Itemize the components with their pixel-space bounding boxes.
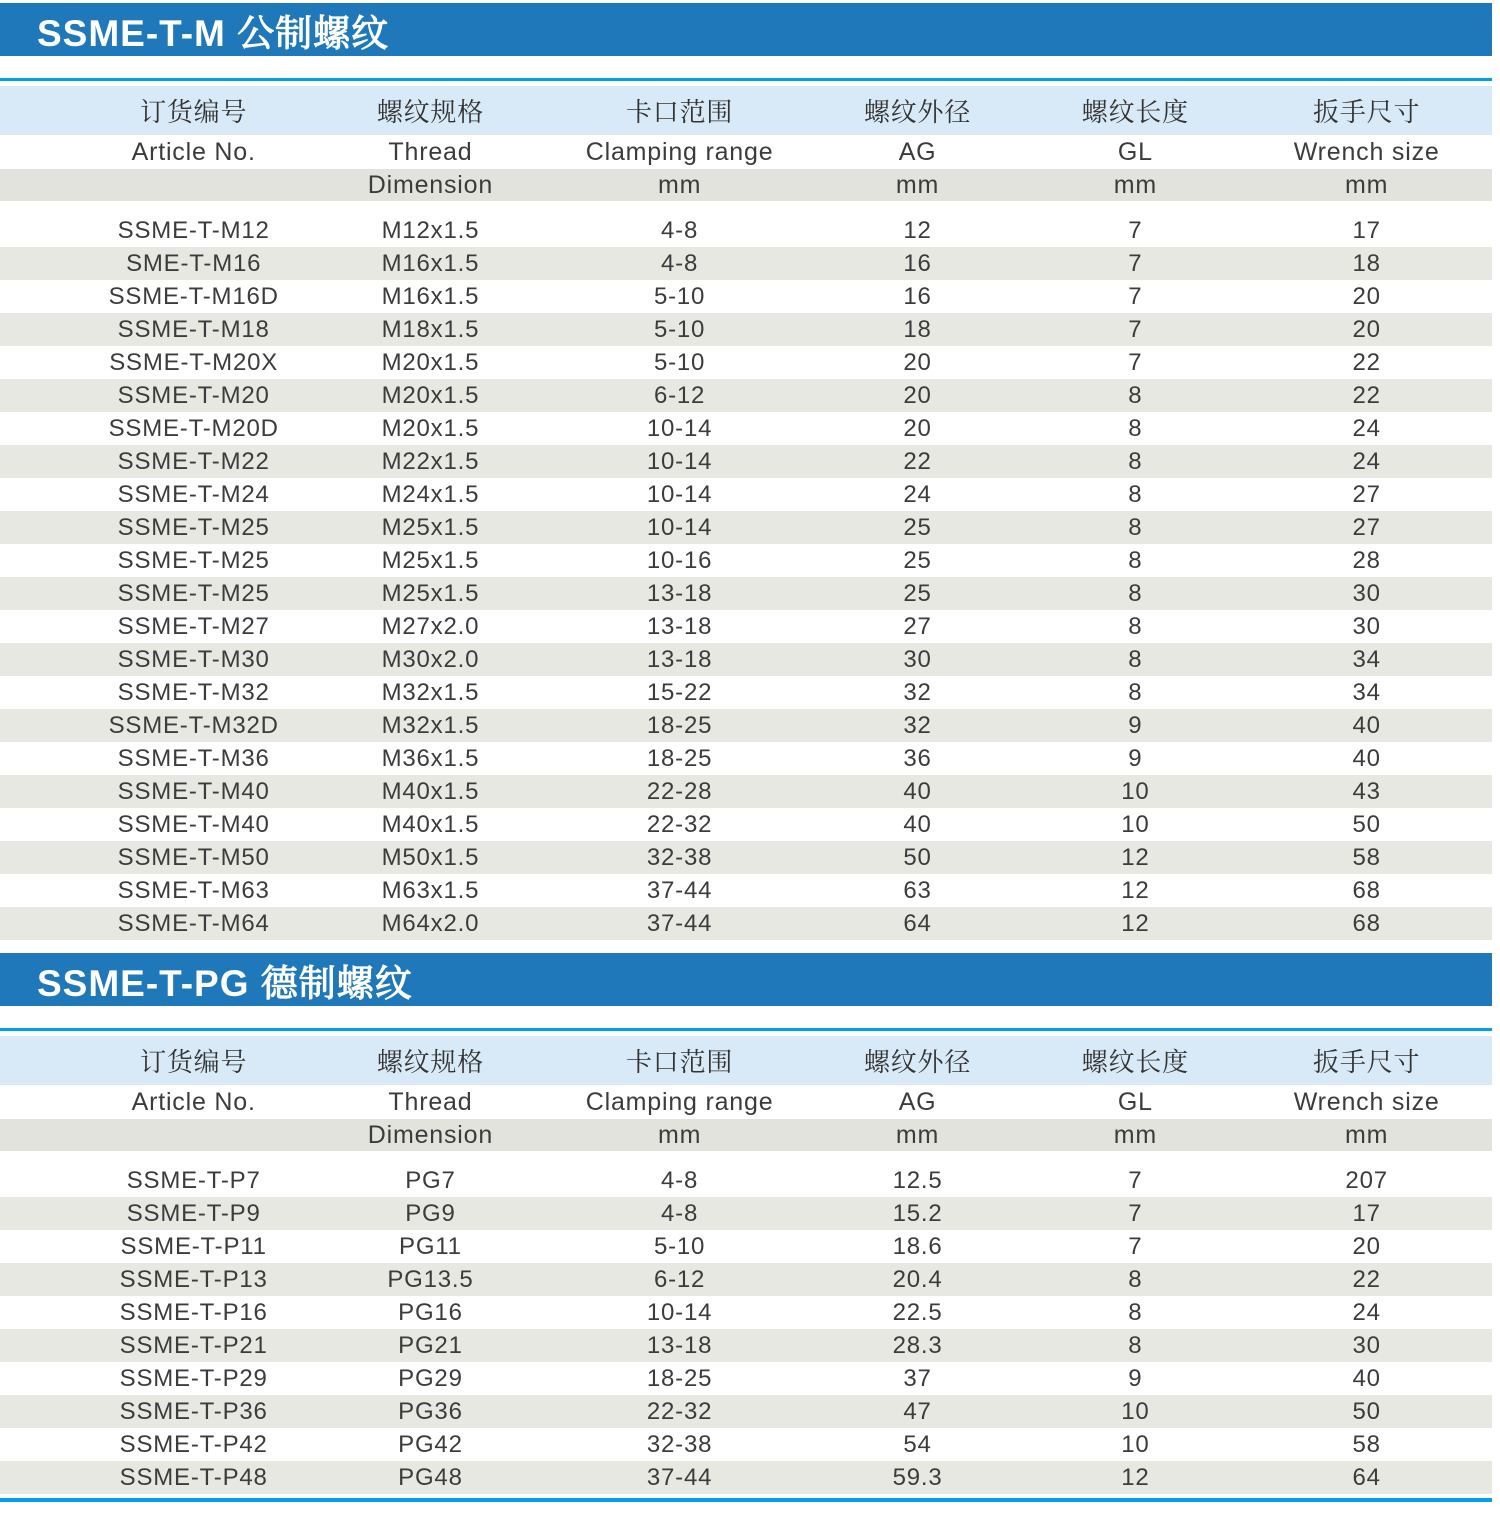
table-cell: SSME-T-M30 [117, 645, 270, 673]
column-header-en: AG [898, 1087, 937, 1116]
unit-cell: mm [657, 1120, 702, 1149]
table-cell: SSME-T-M40 [117, 777, 270, 805]
table-cell: PG13.5 [387, 1265, 474, 1293]
header-row-en [0, 135, 1492, 169]
table-cell: 8 [1128, 1298, 1143, 1326]
table-cell: PG9 [405, 1199, 456, 1227]
table-cell: 20 [903, 414, 932, 442]
table-cell: SSME-T-M40 [117, 810, 270, 838]
table-cell: 6-12 [653, 1265, 706, 1293]
table-cell: PG36 [398, 1397, 463, 1425]
column-header-en: Wrench size [1293, 137, 1440, 166]
table-cell: 32 [903, 678, 932, 706]
table-cell: 22.5 [892, 1298, 943, 1326]
spacer-cell [1241, 1151, 1492, 1164]
unit-cell: Dimension [367, 170, 494, 199]
column-header-zh: 卡口范围 [625, 1047, 734, 1077]
table-cell: 34 [1352, 678, 1381, 706]
column-header-en: Thread [388, 137, 473, 166]
table-cell: 10 [1121, 1430, 1150, 1458]
table-cell: 8 [1128, 381, 1143, 409]
table-cell: 207 [1345, 1166, 1388, 1194]
table-cell: 20 [1352, 1232, 1381, 1260]
table-cell: PG42 [398, 1430, 463, 1458]
table-cell: M22x1.5 [381, 447, 480, 475]
table-cell: SSME-T-P42 [119, 1430, 268, 1458]
table-cell: 18 [1352, 249, 1381, 277]
table-row [0, 742, 1492, 775]
column-header-zh: 订货编号 [140, 1047, 248, 1077]
table-cell: 4-8 [661, 216, 699, 244]
table-cell: 4-8 [661, 1199, 699, 1227]
table-cell: PG29 [398, 1364, 463, 1392]
table-row [0, 214, 1492, 247]
spacer-cell [806, 1151, 1030, 1164]
table-cell: PG7 [405, 1166, 456, 1194]
table-cell: M25x1.5 [381, 513, 480, 541]
table-cell: 4-8 [661, 1166, 699, 1194]
column-header-zh: 扳手尺寸 [1313, 1047, 1421, 1077]
table-cell: M32x1.5 [381, 678, 480, 706]
table-cell: SSME-T-P21 [119, 1331, 268, 1359]
column-header-zh: 螺纹长度 [1081, 1047, 1189, 1077]
table-cell: 50 [1352, 1397, 1381, 1425]
table-cell: 20 [1352, 282, 1381, 310]
table-cell: 8 [1128, 546, 1143, 574]
table-row [0, 313, 1492, 346]
column-header-zh: 螺纹外径 [863, 97, 972, 127]
section-metric-thread [0, 3, 1492, 940]
column-header-en: Thread [388, 1087, 473, 1116]
table-cell: 68 [1352, 876, 1381, 904]
table-cell: 32 [903, 711, 932, 739]
table-cell: 5-10 [653, 1232, 706, 1260]
table-cell: SSME-T-M20X [109, 348, 279, 376]
table-cell: 10 [1121, 1397, 1150, 1425]
table-cell: 10-14 [646, 414, 713, 442]
table-cell: 10-14 [646, 1298, 713, 1326]
column-header-en: GL [1117, 137, 1153, 166]
table-cell: 13-18 [646, 645, 713, 673]
spec-table-metric-body [0, 86, 1492, 940]
table-row [0, 1296, 1492, 1329]
table-cell: SSME-T-M64 [117, 909, 270, 937]
table-cell: SSME-T-M32D [108, 711, 279, 739]
table-cell: M12x1.5 [381, 216, 480, 244]
table-row [0, 412, 1492, 445]
table-row [0, 1428, 1492, 1461]
spacer-cell [307, 201, 553, 214]
table-cell: 22-28 [646, 777, 713, 805]
table-cell: 7 [1128, 249, 1143, 277]
column-header-zh: 螺纹外径 [863, 1047, 972, 1077]
table-cell: SSME-T-M12 [117, 216, 270, 244]
table-cell: SSME-T-M50 [117, 843, 270, 871]
table-cell: 58 [1352, 843, 1381, 871]
table-row [0, 1164, 1492, 1197]
table-cell: 30 [1352, 1331, 1381, 1359]
spacer-cell [806, 201, 1030, 214]
table-cell: SSME-T-P7 [126, 1166, 261, 1194]
table-cell: 10-14 [646, 480, 713, 508]
table-cell: 18.6 [892, 1232, 943, 1260]
table-cell: SSME-T-M20 [117, 381, 270, 409]
table-cell: 10 [1121, 810, 1150, 838]
table-cell: 8 [1128, 513, 1143, 541]
table-cell: 10-14 [646, 513, 713, 541]
table-cell: 22 [1352, 1265, 1381, 1293]
spacer-row [0, 1151, 1492, 1164]
column-header-en: Clamping range [585, 1087, 774, 1116]
table-row [0, 1263, 1492, 1296]
table-cell: M20x1.5 [381, 348, 480, 376]
table-cell: 37-44 [646, 909, 713, 937]
table-cell: 6-12 [653, 381, 706, 409]
table-row [0, 1362, 1492, 1395]
table-row [0, 907, 1492, 940]
table-cell: 37-44 [646, 876, 713, 904]
table-cell: 32-38 [646, 843, 713, 871]
table-cell: SSME-T-P16 [119, 1298, 268, 1326]
table-cell: 17 [1352, 216, 1381, 244]
table-cell: 54 [903, 1430, 932, 1458]
table-cell: SSME-T-P11 [120, 1232, 267, 1260]
table-cell: 64 [1352, 1463, 1381, 1491]
column-header-en: AG [898, 137, 937, 166]
table-cell: M36x1.5 [381, 744, 480, 772]
table-cell: M20x1.5 [381, 381, 480, 409]
table-cell: 27 [1352, 513, 1381, 541]
table-cell: 12 [1121, 843, 1150, 871]
table-cell: SME-T-M16 [126, 249, 262, 277]
table-cell: 64 [903, 909, 932, 937]
table-cell: PG48 [398, 1463, 463, 1491]
table-cell: 24 [1352, 1298, 1381, 1326]
table-row [0, 709, 1492, 742]
spacer-cell [1029, 201, 1241, 214]
table-cell: 12 [903, 216, 932, 244]
table-cell: 32-38 [646, 1430, 713, 1458]
unit-cell: mm [1113, 1120, 1158, 1149]
table-cell: 5-10 [653, 282, 706, 310]
column-header-zh: 订货编号 [140, 97, 248, 127]
table-row [0, 676, 1492, 709]
column-header-en: Wrench size [1293, 1087, 1440, 1116]
table-cell: 37-44 [646, 1463, 713, 1491]
table-cell: SSME-T-M24 [117, 480, 270, 508]
unit-row [0, 1119, 1492, 1151]
section-title-metric: SSME-T-M 公制螺纹 [37, 12, 390, 54]
table-cell: 40 [1352, 711, 1381, 739]
table-cell: 40 [903, 777, 932, 805]
table-row [0, 280, 1492, 313]
table-cell: SSME-T-M36 [117, 744, 270, 772]
table-cell: 12 [1121, 1463, 1150, 1491]
section-title-pg: SSME-T-PG 德制螺纹 [37, 962, 413, 1004]
table-row [0, 346, 1492, 379]
spec-table-metric [0, 86, 1492, 940]
table-cell: M25x1.5 [381, 579, 480, 607]
table-cell: 10-16 [646, 546, 713, 574]
section-title-bar-metric [0, 3, 1492, 56]
unit-cell [0, 169, 307, 201]
spacer-cell [554, 1151, 806, 1164]
table-cell: 4-8 [661, 249, 699, 277]
table-cell: 7 [1128, 1232, 1143, 1260]
table-row [0, 610, 1492, 643]
table-row [0, 643, 1492, 676]
header-row-zh [0, 1036, 1492, 1085]
table-cell: 27 [903, 612, 932, 640]
table-cell: 22 [903, 447, 932, 475]
unit-cell [0, 1119, 307, 1151]
table-cell: SSME-T-M27 [117, 612, 270, 640]
table-cell: M63x1.5 [381, 876, 480, 904]
column-header-en: Article No. [131, 137, 256, 166]
table-cell: 34 [1352, 645, 1381, 673]
unit-cell: mm [895, 1120, 940, 1149]
table-row [0, 874, 1492, 907]
table-cell: 12 [1121, 909, 1150, 937]
table-cell: 13-18 [646, 1331, 713, 1359]
table-cell: SSME-T-M16D [108, 282, 279, 310]
table-cell: 8 [1128, 1331, 1143, 1359]
table-cell: 40 [1352, 744, 1381, 772]
table-cell: 7 [1128, 315, 1143, 343]
table-cell: 25 [903, 513, 932, 541]
table-cell: 12 [1121, 876, 1150, 904]
unit-row [0, 169, 1492, 201]
table-cell: M24x1.5 [381, 480, 480, 508]
table-cell: 20 [903, 381, 932, 409]
table-cell: 28 [1352, 546, 1381, 574]
table-cell: 20.4 [892, 1265, 943, 1293]
table-cell: 24 [903, 480, 932, 508]
table-cell: 17 [1352, 1199, 1381, 1227]
table-cell: 7 [1128, 282, 1143, 310]
table-cell: M18x1.5 [381, 315, 480, 343]
divider-rule-bottom [0, 1498, 1492, 1502]
table-row [0, 379, 1492, 412]
table-cell: 9 [1128, 1364, 1143, 1392]
column-header-zh: 螺纹规格 [376, 1047, 485, 1077]
table-cell: M40x1.5 [381, 810, 480, 838]
table-cell: 7 [1128, 216, 1143, 244]
table-cell: 8 [1128, 447, 1143, 475]
table-cell: 22 [1352, 381, 1381, 409]
table-cell: 9 [1128, 744, 1143, 772]
table-cell: 7 [1128, 348, 1143, 376]
divider-rule-top-pg [0, 1028, 1492, 1031]
unit-cell: mm [895, 170, 940, 199]
table-cell: M40x1.5 [381, 777, 480, 805]
table-cell: 28.3 [892, 1331, 943, 1359]
table-cell: 25 [903, 546, 932, 574]
table-cell: 13-18 [646, 579, 713, 607]
table-cell: 15.2 [892, 1199, 943, 1227]
table-cell: 18-25 [646, 1364, 713, 1392]
table-cell: M30x2.0 [381, 645, 480, 673]
table-cell: 63 [903, 876, 932, 904]
table-cell: SSME-T-M32 [117, 678, 270, 706]
table-cell: PG21 [398, 1331, 463, 1359]
divider-rule-top-metric [0, 78, 1492, 81]
table-cell: PG11 [399, 1232, 462, 1260]
table-row [0, 808, 1492, 841]
table-cell: M27x2.0 [381, 612, 480, 640]
spacer-cell [0, 1151, 307, 1164]
table-cell: 18-25 [646, 711, 713, 739]
column-header-zh: 螺纹规格 [376, 97, 485, 127]
table-cell: 22-32 [646, 1397, 713, 1425]
table-cell: M16x1.5 [381, 249, 480, 277]
table-cell: 25 [903, 579, 932, 607]
table-cell: 8 [1128, 1265, 1143, 1293]
table-row [0, 478, 1492, 511]
table-cell: SSME-T-M25 [117, 579, 270, 607]
table-cell: 8 [1128, 414, 1143, 442]
table-row [0, 544, 1492, 577]
table-cell: PG16 [398, 1298, 463, 1326]
header-row-zh [0, 86, 1492, 135]
table-row [0, 577, 1492, 610]
table-cell: 59.3 [892, 1463, 943, 1491]
table-cell: 30 [1352, 612, 1381, 640]
spacer-cell [1241, 201, 1492, 214]
table-cell: M25x1.5 [381, 546, 480, 574]
spec-table-pg-body [0, 1036, 1492, 1494]
table-row [0, 1395, 1492, 1428]
table-row [0, 841, 1492, 874]
table-row [0, 1197, 1492, 1230]
table-row [0, 445, 1492, 478]
table-cell: M64x2.0 [381, 909, 480, 937]
table-cell: 8 [1128, 579, 1143, 607]
spacer-cell [307, 1151, 553, 1164]
table-cell: 36 [903, 744, 932, 772]
table-row [0, 1461, 1492, 1494]
table-cell: SSME-T-M20D [108, 414, 279, 442]
column-header-zh: 螺纹长度 [1081, 97, 1189, 127]
table-cell: M16x1.5 [381, 282, 480, 310]
table-cell: SSME-T-M22 [117, 447, 270, 475]
table-cell: 5-10 [653, 348, 706, 376]
spacer-cell [554, 201, 806, 214]
section-title-bar-pg [0, 953, 1492, 1006]
table-cell: 37 [903, 1364, 932, 1392]
table-cell: 7 [1128, 1199, 1143, 1227]
table-cell: SSME-T-P29 [119, 1364, 268, 1392]
spacer-row [0, 201, 1492, 214]
table-cell: 7 [1128, 1166, 1143, 1194]
table-cell: 16 [903, 249, 932, 277]
table-cell: 8 [1128, 645, 1143, 673]
table-row [0, 775, 1492, 808]
column-header-zh: 扳手尺寸 [1313, 97, 1421, 127]
table-cell: 16 [903, 282, 932, 310]
unit-cell: mm [1113, 170, 1158, 199]
table-cell: 40 [1352, 1364, 1381, 1392]
header-row-en [0, 1085, 1492, 1119]
table-cell: 20 [903, 348, 932, 376]
table-cell: SSME-T-M63 [117, 876, 270, 904]
unit-cell: mm [1345, 1120, 1389, 1149]
table-cell: 8 [1128, 480, 1143, 508]
table-cell: 10-14 [646, 447, 713, 475]
table-cell: 5-10 [653, 315, 706, 343]
table-cell: M32x1.5 [381, 711, 480, 739]
table-cell: 13-18 [646, 612, 713, 640]
unit-cell: mm [1345, 170, 1389, 199]
table-cell: 18-25 [646, 744, 713, 772]
table-cell: 22-32 [646, 810, 713, 838]
table-cell: 20 [1352, 315, 1381, 343]
table-cell: 47 [903, 1397, 932, 1425]
table-cell: 24 [1352, 447, 1381, 475]
table-cell: 18 [903, 315, 932, 343]
table-cell: 8 [1128, 678, 1143, 706]
column-header-zh: 卡口范围 [625, 97, 734, 127]
column-header-en: Clamping range [585, 137, 774, 166]
table-cell: 12.5 [892, 1166, 943, 1194]
spec-table-pg [0, 1036, 1492, 1494]
table-cell: 50 [1352, 810, 1381, 838]
column-header-en: GL [1117, 1087, 1153, 1116]
table-cell: 22 [1352, 348, 1381, 376]
table-cell: 68 [1352, 909, 1381, 937]
table-row [0, 511, 1492, 544]
table-cell: 15-22 [646, 678, 713, 706]
section-pg-thread [0, 953, 1492, 1502]
table-cell: 10 [1121, 777, 1150, 805]
column-header-en: Article No. [131, 1087, 256, 1116]
unit-cell: Dimension [367, 1120, 494, 1149]
unit-cell: mm [657, 170, 702, 199]
table-cell: 24 [1352, 414, 1381, 442]
table-cell: SSME-T-M25 [117, 513, 270, 541]
catalog-page [0, 3, 1492, 1502]
table-cell: 58 [1352, 1430, 1381, 1458]
table-row [0, 1329, 1492, 1362]
table-cell: 9 [1128, 711, 1143, 739]
table-cell: M20x1.5 [381, 414, 480, 442]
table-cell: SSME-T-P9 [126, 1199, 261, 1227]
table-cell: 30 [1352, 579, 1381, 607]
table-row [0, 247, 1492, 280]
table-cell: 40 [903, 810, 932, 838]
table-cell: SSME-T-M25 [117, 546, 270, 574]
table-row [0, 1230, 1492, 1263]
table-cell: SSME-T-P13 [119, 1265, 268, 1293]
table-cell: 50 [903, 843, 932, 871]
table-cell: 27 [1352, 480, 1381, 508]
table-cell: SSME-T-M18 [117, 315, 270, 343]
table-cell: M50x1.5 [381, 843, 480, 871]
spacer-cell [0, 201, 307, 214]
table-cell: 43 [1352, 777, 1381, 805]
table-cell: 30 [903, 645, 932, 673]
table-cell: SSME-T-P48 [119, 1463, 268, 1491]
spacer-cell [1029, 1151, 1241, 1164]
table-cell: 8 [1128, 612, 1143, 640]
table-cell: SSME-T-P36 [119, 1397, 268, 1425]
